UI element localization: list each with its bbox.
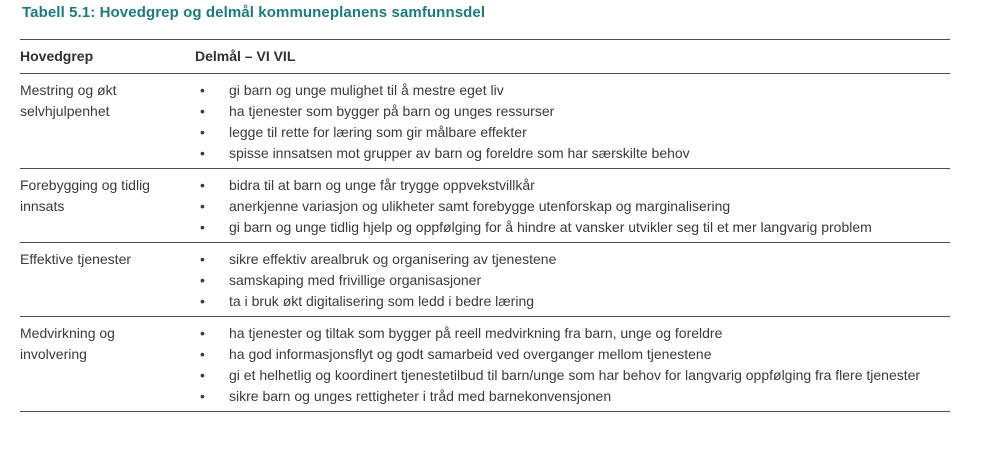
bullet-icon: • — [200, 272, 205, 288]
hovedgrep-delmal-table — [20, 39, 950, 412]
delmal-item-text: ta i bruk økt digitalisering som ledd i bedre læring — [229, 293, 535, 309]
delmal-item-text: anerkjenne variasjon og ulikheter samt forebygge utenforskap og marginalisering — [229, 198, 731, 214]
bullet-icon: • — [200, 103, 205, 119]
table-header — [20, 40, 950, 74]
delmal-item-text: gi barn og unge mulighet til å mestre eget liv — [229, 82, 504, 98]
bullet-icon: • — [200, 198, 205, 214]
delmal-item — [195, 101, 950, 122]
column-header-delmal: Delmål – VI VIL — [195, 40, 950, 74]
delmal-item-text: gi barn og unge tidlig hjelp og oppfølging for å hindre at vansker utvikler seg til et mer langvarig problem — [229, 219, 872, 235]
delmal-item-text: bidra til at barn og unge får trygge oppvekstvillkår — [229, 177, 535, 193]
delmal-list — [195, 249, 950, 312]
header-row — [20, 40, 950, 74]
hovedgrep-cell: Forebygging og tidlig innsats — [20, 169, 195, 243]
delmal-item — [195, 249, 950, 270]
delmal-item-text: ha tjenester og tiltak som bygger på reell medvirkning fra barn, unge og foreldre — [229, 325, 723, 341]
bullet-icon: • — [200, 251, 205, 267]
delmal-cell — [195, 243, 950, 317]
bullet-icon: • — [200, 346, 205, 362]
delmal-cell — [195, 169, 950, 243]
bullet-icon: • — [200, 177, 205, 193]
bullet-icon: • — [200, 219, 205, 235]
bullet-icon: • — [200, 293, 205, 309]
bullet-icon: • — [200, 388, 205, 404]
delmal-item — [195, 122, 950, 143]
delmal-item — [195, 143, 950, 164]
delmal-item — [195, 323, 950, 344]
delmal-item — [195, 291, 950, 312]
bullet-icon: • — [200, 325, 205, 341]
table-caption: Tabell 5.1: Hovedgrep og delmål kommuneplanens samfunnsdel — [22, 4, 486, 21]
delmal-item — [195, 80, 950, 101]
delmal-item-text: sikre barn og unges rettigheter i tråd med barnekonvensjonen — [229, 388, 612, 404]
delmal-item — [195, 365, 950, 386]
table-row — [20, 317, 950, 412]
table-row — [20, 169, 950, 243]
delmal-item — [195, 196, 950, 217]
hovedgrep-cell: Mestring og økt selvhjulpenhet — [20, 74, 195, 169]
delmal-item-text: ha god informasjonsflyt og godt samarbeid ved overganger mellom tjenestene — [229, 346, 712, 362]
table-row — [20, 243, 950, 317]
bullet-icon: • — [200, 124, 205, 140]
delmal-item — [195, 386, 950, 407]
hovedgrep-cell: Medvirkning og involvering — [20, 317, 195, 412]
delmal-item-text: spisse innsatsen mot grupper av barn og foreldre som har særskilte behov — [229, 145, 690, 161]
table-body — [20, 74, 950, 412]
delmal-cell — [195, 317, 950, 412]
delmal-cell — [195, 74, 950, 169]
delmal-list — [195, 80, 950, 164]
column-header-hovedgrep: Hovedgrep — [20, 40, 195, 74]
delmal-item — [195, 344, 950, 365]
delmal-item — [195, 217, 950, 238]
delmal-item — [195, 270, 950, 291]
table-row — [20, 74, 950, 169]
delmal-list — [195, 323, 950, 407]
delmal-item-text: sikre effektiv arealbruk og organisering av tjenestene — [229, 251, 557, 267]
delmal-item-text: gi et helhetlig og koordinert tjenestetilbud til barn/unge som har behov for langvarig oppfølging fra flere tjenester — [229, 367, 921, 383]
delmal-list — [195, 175, 950, 238]
delmal-item — [195, 175, 950, 196]
hovedgrep-cell: Effektive tjenester — [20, 243, 195, 317]
bullet-icon: • — [200, 367, 205, 383]
delmal-item-text: samskaping med frivillige organisasjoner — [229, 272, 482, 288]
bullet-icon: • — [200, 145, 205, 161]
bullet-icon: • — [200, 82, 205, 98]
delmal-item-text: legge til rette for læring som gir målbare effekter — [229, 124, 527, 140]
delmal-item-text: ha tjenester som bygger på barn og unges ressurser — [229, 103, 555, 119]
